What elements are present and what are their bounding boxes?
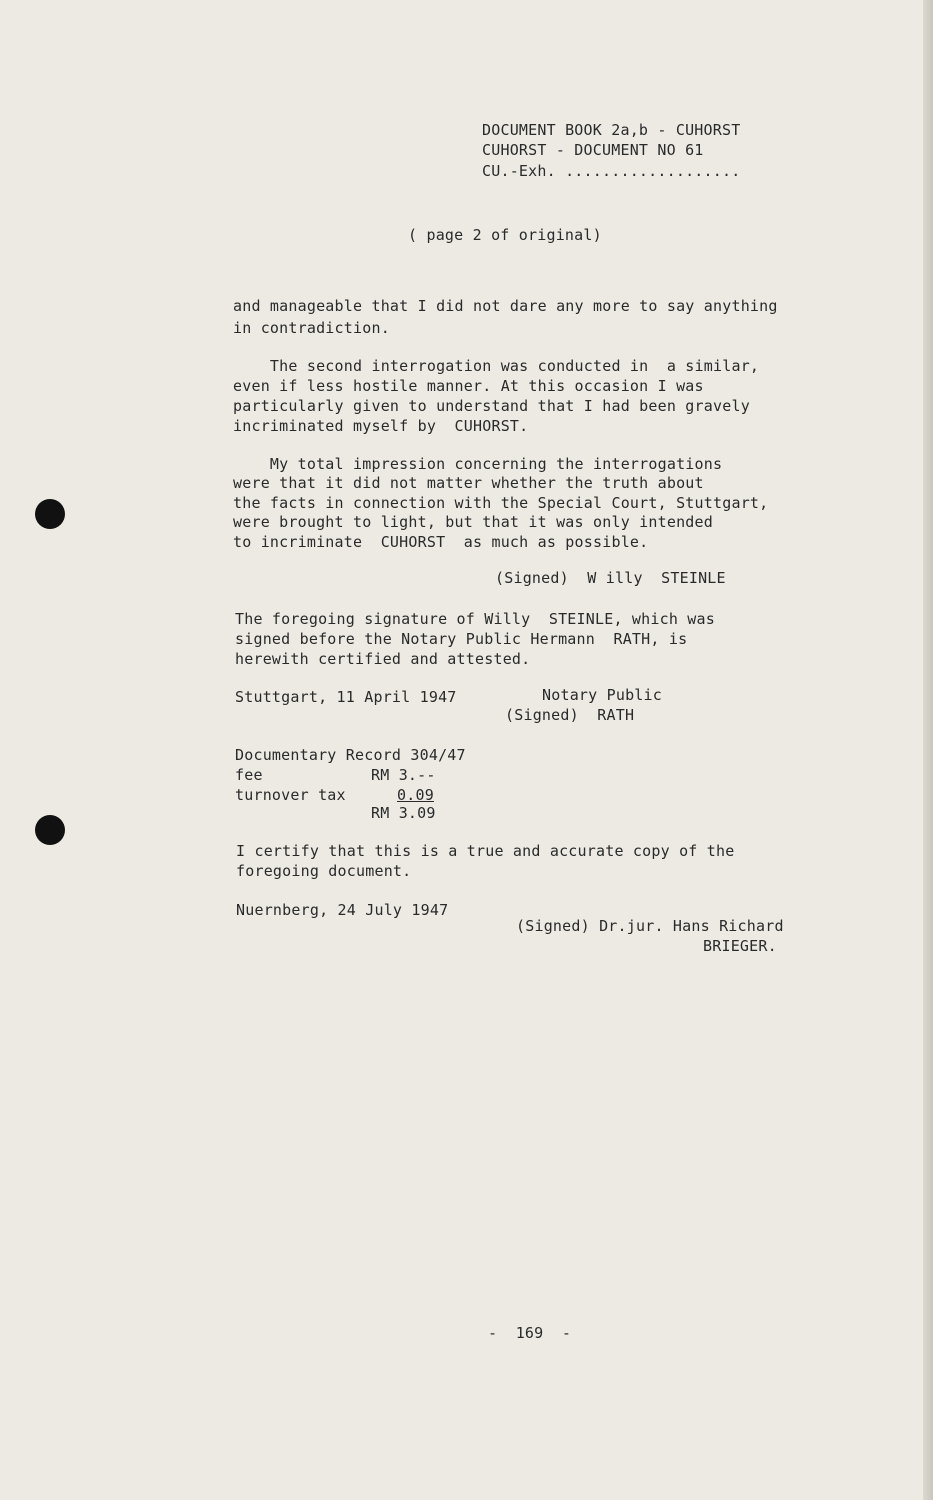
signature-brieger-line1: (Signed) Dr.jur. Hans Richard	[516, 917, 784, 935]
signature-brieger-line2: BRIEGER.	[703, 937, 777, 955]
record-total: RM 3.09	[371, 804, 436, 822]
page-note: ( page 2 of original)	[408, 226, 602, 244]
place-date-stuttgart: Stuttgart, 11 April 1947	[235, 688, 457, 706]
header-document-book: DOCUMENT BOOK 2a,b - CUHORST	[482, 121, 741, 139]
notary-signed: (Signed) RATH	[505, 706, 635, 724]
place-date-nuernberg: Nuernberg, 24 July 1947	[236, 901, 449, 919]
certification-line1: The foregoing signature of Willy STEINLE, which was	[235, 610, 715, 628]
fee-label: fee	[235, 766, 263, 784]
certification-line2: signed before the Notary Public Hermann RATH, is	[235, 630, 688, 648]
para1-line2: in contradiction.	[233, 319, 390, 337]
copy-cert-line2: foregoing document.	[236, 862, 412, 880]
para3-line5: to incriminate CUHORST as much as possible.	[233, 533, 649, 551]
para3-line4: were brought to light, but that it was only intended	[233, 513, 713, 531]
copy-cert-line1: I certify that this is a true and accurate copy of the	[236, 842, 735, 860]
fee-value: RM 3.--	[371, 766, 436, 784]
para2-line4: incriminated myself by CUHORST.	[233, 417, 529, 435]
tax-value: 0.09	[397, 786, 434, 804]
punch-hole-top	[35, 499, 65, 529]
record-title: Documentary Record 304/47	[235, 746, 466, 764]
para3-line1: My total impression concerning the interrogations	[233, 455, 723, 473]
punch-hole-bottom	[35, 815, 65, 845]
header-document-no: CUHORST - DOCUMENT NO 61	[482, 141, 704, 159]
para1-line1: and manageable that I did not dare any more to say anything	[233, 297, 778, 315]
page-number: - 169 -	[488, 1324, 572, 1342]
para2-line1: The second interrogation was conducted in a similar,	[233, 357, 760, 375]
page-edge	[923, 0, 933, 1500]
para3-line3: the facts in connection with the Special Court, Stuttgart,	[233, 494, 769, 512]
para2-line2: even if less hostile manner. At this occasion I was	[233, 377, 704, 395]
notary-title: Notary Public	[542, 686, 662, 704]
header-exhibit: CU.-Exh. ...................	[482, 162, 741, 180]
certification-line3: herewith certified and attested.	[235, 650, 531, 668]
signature-steinle: (Signed) W illy STEINLE	[495, 569, 726, 587]
tax-label: turnover tax	[235, 786, 346, 804]
para3-line2: were that it did not matter whether the truth about	[233, 474, 704, 492]
para2-line3: particularly given to understand that I had been gravely	[233, 397, 750, 415]
